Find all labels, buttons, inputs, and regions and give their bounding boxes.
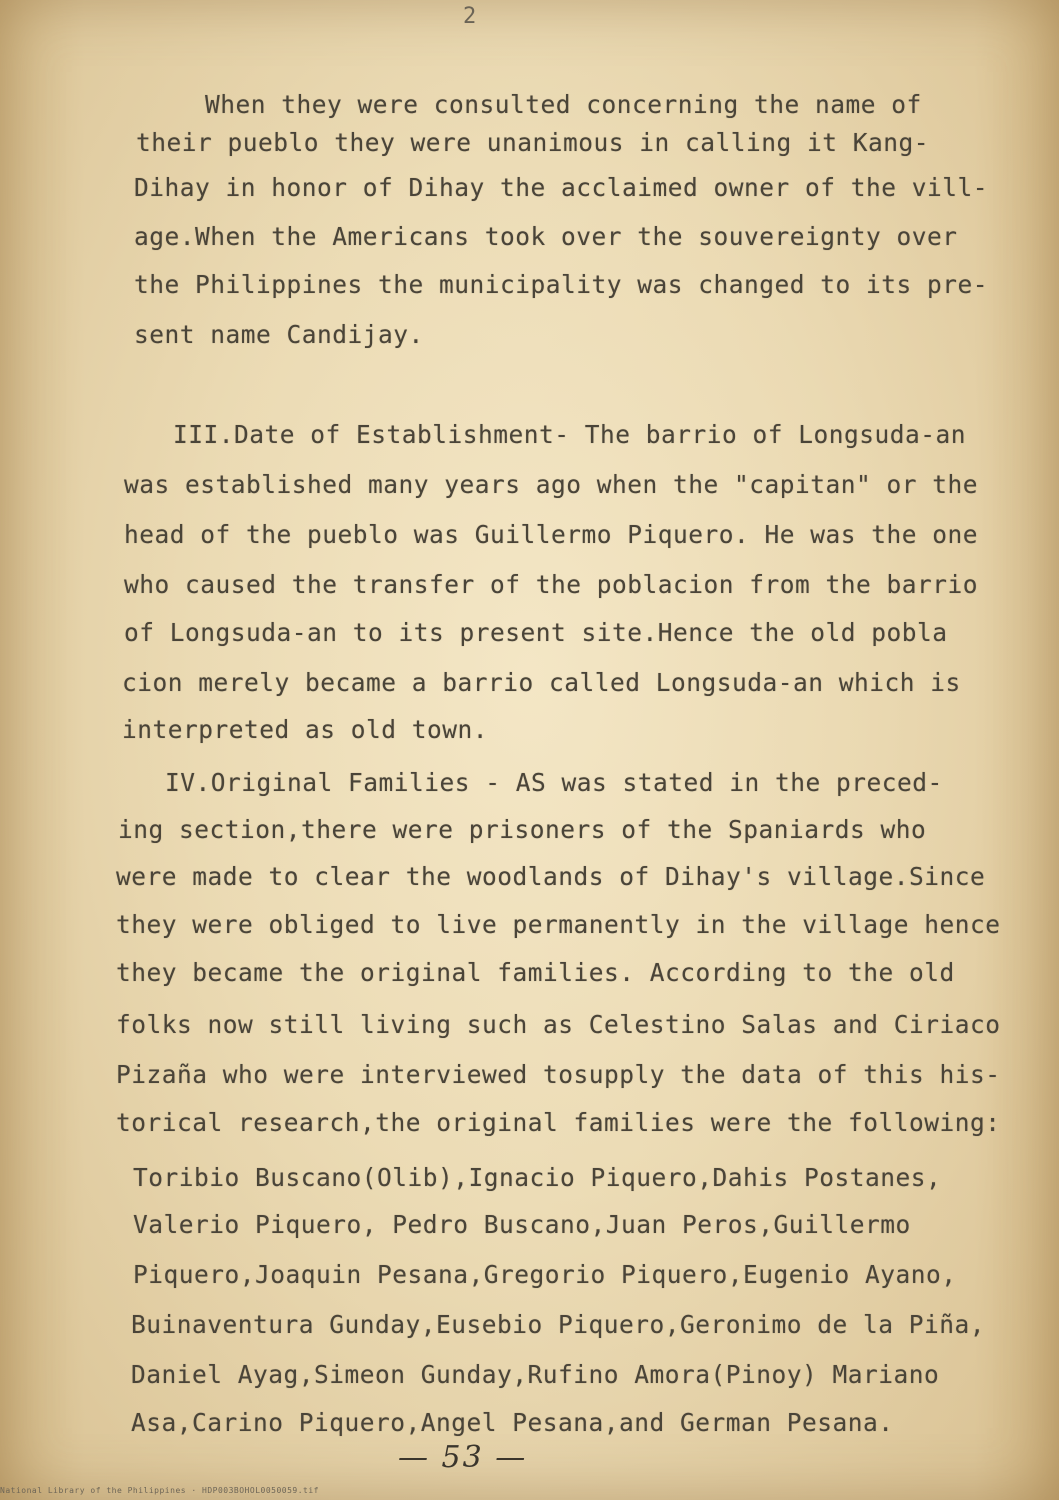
text-line: sent name Candijay. (134, 320, 424, 349)
text-line: of Longsuda-an to its present site.Hence the old pobla (124, 618, 948, 647)
text-line: Daniel Ayag,Simeon Gunday,Rufino Amora(Pinoy) Mariano (131, 1360, 940, 1389)
handwritten-page-folio: — 53 — (398, 1440, 528, 1475)
text-line: were made to clear the woodlands of Dihay's village.Since (116, 862, 986, 891)
text-line: Dihay in honor of Dihay the acclaimed owner of the vill- (134, 173, 989, 202)
text-line: Valerio Piquero, Pedro Buscano,Juan Peros,Guillermo (133, 1210, 911, 1239)
text-line: was established many years ago when the "capitan" or the (124, 470, 979, 499)
text-line: they were obliged to live permanently in the village hence (116, 910, 1001, 939)
text-line: Toribio Buscano(Olib),Ignacio Piquero,Dahis Postanes, (133, 1163, 942, 1192)
text-line: cion merely became a barrio called Longsuda-an which is (122, 668, 961, 697)
text-line: Asa,Carino Piquero,Angel Pesana,and German Pesana. (131, 1408, 894, 1437)
text-line: Pizaña who were interviewed tosupply the data of this his- (116, 1060, 1001, 1089)
text-line: ing section,there were prisoners of the Spaniards who (118, 815, 927, 844)
page-number: 2 (463, 4, 477, 29)
text-line: III.Date of Establishment- The barrio of Longsuda-an (173, 420, 967, 449)
text-line: their pueblo they were unanimous in calling it Kang- (136, 128, 930, 157)
text-line: Buinaventura Gunday,Eusebio Piquero,Geronimo de la Piña, (131, 1310, 986, 1339)
archive-footer: National Library of the Philippines · HDP003BOHOL0050059.tif (0, 1486, 319, 1495)
text-line: torical research,the original families were the following: (116, 1108, 1001, 1137)
text-line: age.When the Americans took over the souvereignty over (134, 222, 958, 251)
text-line: who caused the transfer of the poblacion from the barrio (124, 570, 979, 599)
text-line: folks now still living such as Celestino Salas and Ciriaco (116, 1010, 1001, 1039)
text-line: IV.Original Families - AS was stated in the preced- (165, 768, 943, 797)
text-line: head of the pueblo was Guillermo Piquero. He was the one (124, 520, 979, 549)
text-line: Piquero,Joaquin Pesana,Gregorio Piquero,Eugenio Ayano, (133, 1260, 957, 1289)
text-line: When they were consulted concerning the name of (205, 90, 922, 119)
text-line: interpreted as old town. (122, 715, 489, 744)
text-line: the Philippines the municipality was changed to its pre- (134, 270, 989, 299)
text-line: they became the original families. According to the old (116, 958, 955, 987)
